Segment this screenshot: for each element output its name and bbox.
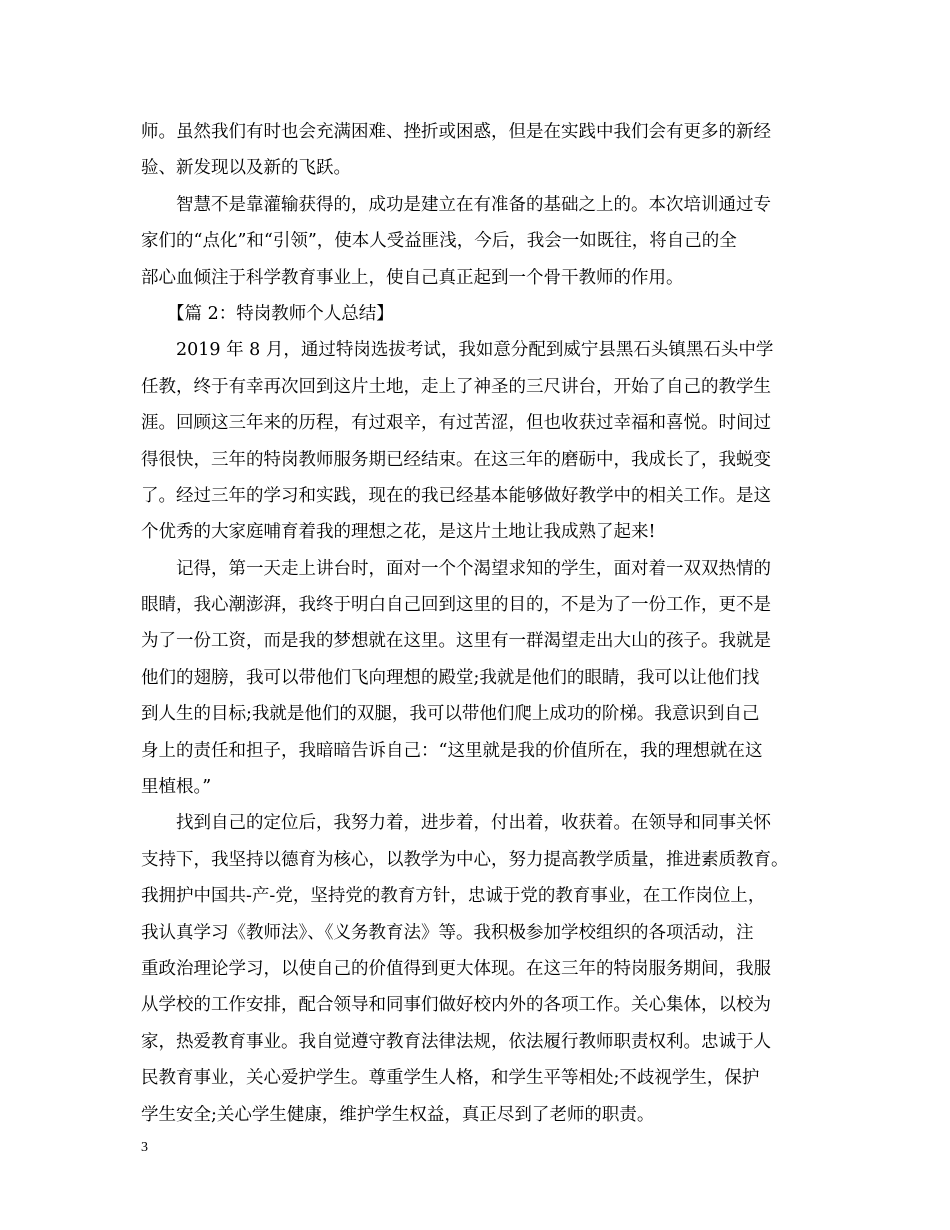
text-line: 从学校的工作安排，配合领导和同事们做好校内外的各项工作。关心集体，以校为 (141, 995, 771, 1016)
paragraph-start: 2019 年 8 月，通过特岗选拔考试，我如意分配到威宁县黑石头镇黑石头中学 (176, 340, 774, 361)
text-line: 支持下，我坚持以德育为核心，以教学为中心，努力提高教学质量，推进素质教育。 (141, 849, 789, 870)
page-number: 3 (141, 1140, 148, 1155)
text-line: 重政治理论学习，以使自己的价值得到更大体现。在这三年的特岗服务期间，我服 (141, 958, 771, 979)
document-body (141, 114, 821, 1133)
text-line: 个优秀的大家庭哺育着我的理想之花，是这片土地让我成熟了起来! (141, 522, 656, 543)
text-line: 家们的“点化”和“引领”，使本人受益匪浅，今后，我会一如既往，将自己的全 (141, 231, 737, 252)
text-line: 民教育事业，关心爱护学生。尊重学生人格，和学生平等相处;不歧视学生，保护 (141, 1068, 760, 1089)
text-line: 家，热爱教育事业。我自觉遵守教育法律法规，依法履行教师职责权利。忠诚于人 (141, 1031, 771, 1052)
text-line: 涯。回顾这三年来的历程，有过艰辛，有过苦涩，但也收获过幸福和喜悦。时间过 (141, 413, 771, 434)
text-line: 到人生的目标;我就是他们的双腿，我可以带他们爬上成功的阶梯。我意识到自己 (141, 704, 760, 725)
text-line: 里植根。” (141, 777, 212, 798)
paragraph-start: 记得，第一天走上讲台时，面对一个个渴望求知的学生，面对着一双双热情的 (176, 558, 771, 579)
text-line: 得很快，三年的特岗教师服务期已经结束。在这三年的磨砺中，我成长了，我蜕变 (141, 449, 771, 470)
text-line: 为了一份工资，而是我的梦想就在这里。这里有一群渴望走出大山的孩子。我就是 (141, 631, 771, 652)
text-line: 验、新发现以及新的飞跃。 (141, 158, 351, 179)
text-line: 任教，终于有幸再次回到这片土地，走上了神圣的三尺讲台，开始了自己的教学生 (141, 376, 771, 397)
paragraph-start: 智慧不是靠灌输获得的，成功是建立在有准备的基础之上的。本次培训通过专 (176, 194, 771, 215)
text-line: 身上的责任和担子，我暗暗告诉自己：“这里就是我的价值所在，我的理想就在这 (141, 740, 763, 761)
text-line: 了。经过三年的学习和实践，现在的我已经基本能够做好教学中的相关工作。是这 (141, 485, 771, 506)
text-line: 他们的翅膀，我可以带他们飞向理想的殿堂;我就是他们的眼睛，我可以让他们找 (141, 667, 760, 688)
section-heading: 【篇 2：特岗教师个人总结】 (167, 303, 394, 324)
text-line: 我认真学习《教师法》、《义务教育法》等。我积极参加学校组织的各项活动，注 (141, 922, 754, 943)
text-line: 我拥护中国共-产-党，坚持党的教育方针，忠诚于党的教育事业，在工作岗位上， (141, 886, 766, 907)
text-line: 师。虽然我们有时也会充满困难、挫折或困惑，但是在实践中我们会有更多的新经 (141, 122, 771, 142)
text-line: 部心血倾注于科学教育事业上，使自己真正起到一个骨干教师的作用。 (141, 267, 684, 288)
text-line: 眼睛，我心潮澎湃，我终于明白自己回到这里的目的，不是为了一份工作，更不是 (141, 595, 771, 616)
paragraph-start: 找到自己的定位后，我努力着，进步着，付出着，收获着。在领导和同事关怀 (176, 813, 771, 834)
text-line: 学生安全;关心学生健康，维护学生权益，真正尽到了老师的职责。 (141, 1104, 655, 1125)
